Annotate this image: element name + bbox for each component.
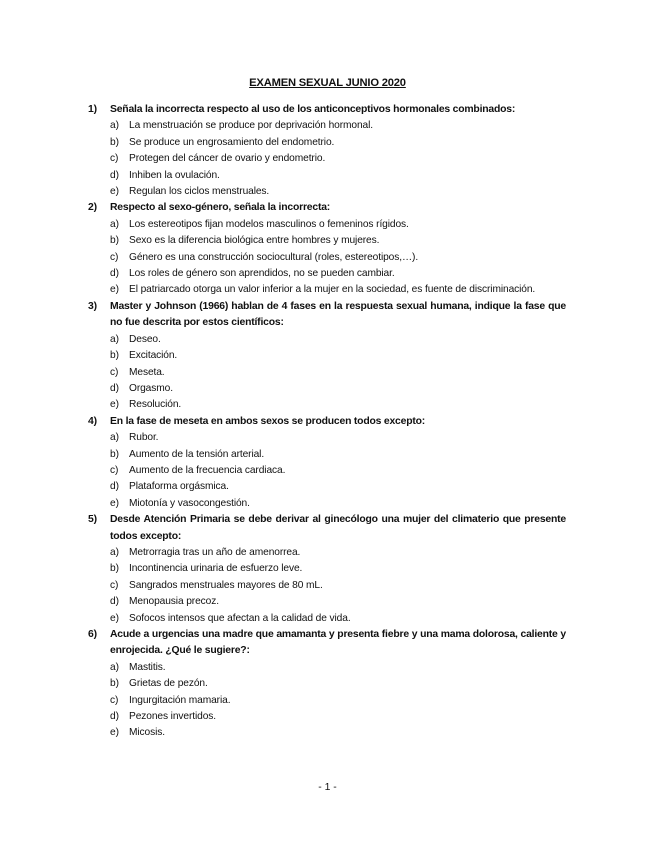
answer-option: [88, 660, 566, 676]
answer-option: [88, 578, 566, 594]
question-2: [88, 200, 566, 298]
question-4: [88, 414, 566, 512]
question-5: [88, 512, 566, 627]
answer-option: [88, 611, 566, 627]
option-letter: b): [110, 350, 119, 362]
answer-option: [88, 282, 566, 298]
option-letter: d): [110, 481, 119, 493]
option-text: Pezones invertidos.: [129, 711, 217, 723]
option-list: [88, 118, 566, 200]
option-list: [88, 217, 566, 299]
answer-option: [88, 479, 566, 495]
option-text: Meseta.: [129, 366, 165, 378]
answer-option: [88, 709, 566, 725]
question-text: En la fase de meseta en ambos sexos se producen todos excepto:: [110, 415, 426, 427]
question-text: Acude a urgencias una madre que amamanta y presenta fiebre y una mama dolorosa, caliente y enrojecida. ¿Qué le sugiere?:: [110, 629, 566, 657]
answer-option: [88, 118, 566, 134]
option-text: Menopausia precoz.: [129, 596, 219, 608]
question-heading: [88, 299, 566, 332]
option-letter: e): [110, 727, 119, 739]
option-letter: c): [110, 694, 119, 706]
option-text: La menstruación se produce por deprivación hormonal.: [129, 120, 373, 132]
answer-option: [88, 397, 566, 413]
option-text: Rubor.: [129, 432, 159, 444]
option-text: Incontinencia urinaria de esfuerzo leve.: [129, 563, 303, 575]
option-text: Inhiben la ovulación.: [129, 169, 220, 181]
option-text: Se produce un engrosamiento del endometrio.: [129, 136, 335, 148]
option-letter: e): [110, 186, 119, 198]
option-text: Los roles de género son aprendidos, no se pueden cambiar.: [129, 268, 395, 280]
answer-option: [88, 561, 566, 577]
option-text: Protegen del cáncer de ovario y endometrio.: [129, 153, 326, 165]
option-list: [88, 545, 566, 627]
option-letter: d): [110, 268, 119, 280]
question-6: [88, 627, 566, 742]
answer-option: [88, 217, 566, 233]
answer-option: [88, 151, 566, 167]
question-heading: [88, 414, 566, 430]
answer-option: [88, 332, 566, 348]
option-letter: e): [110, 284, 119, 296]
answer-option: [88, 135, 566, 151]
option-letter: e): [110, 612, 119, 624]
answer-option: [88, 693, 566, 709]
answer-option: [88, 594, 566, 610]
option-text: Miotonía y vasocongestión.: [129, 497, 250, 509]
option-letter: d): [110, 711, 119, 723]
page-number: - 1 -: [318, 782, 337, 793]
option-text: Deseo.: [129, 333, 161, 345]
question-heading: [88, 512, 566, 545]
answer-option: [88, 233, 566, 249]
option-text: Sofocos intensos que afectan a la calidad de vida.: [129, 612, 351, 624]
option-letter: b): [110, 678, 119, 690]
answer-option: [88, 266, 566, 282]
question-list: [88, 102, 566, 742]
question-3: [88, 299, 566, 414]
option-letter: c): [110, 366, 119, 378]
answer-option: [88, 250, 566, 266]
option-text: Plataforma orgásmica.: [129, 481, 229, 493]
option-letter: b): [110, 563, 119, 575]
option-list: [88, 332, 566, 414]
option-text: Los estereotipos fijan modelos masculinos o femeninos rígidos.: [129, 218, 409, 230]
answer-option: [88, 381, 566, 397]
option-letter: a): [110, 661, 119, 673]
option-text: Orgasmo.: [129, 382, 173, 394]
option-text: Metrorragia tras un año de amenorrea.: [129, 546, 301, 558]
option-letter: d): [110, 382, 119, 394]
option-letter: a): [110, 333, 119, 345]
option-letter: a): [110, 218, 119, 230]
answer-option: [88, 496, 566, 512]
option-text: Mastitis.: [129, 661, 166, 673]
option-letter: d): [110, 169, 119, 181]
option-letter: a): [110, 432, 119, 444]
option-text: Excitación.: [129, 350, 178, 362]
question-number: 1): [88, 104, 97, 115]
option-text: Género es una construcción sociocultural (roles, estereotipos,…).: [129, 251, 419, 263]
answer-option: [88, 545, 566, 561]
option-text: Grietas de pezón.: [129, 678, 208, 690]
question-text: Master y Johnson (1966) hablan de 4 fases en la respuesta sexual humana, indique la fase que no fue descrita por estos científicos:: [110, 300, 566, 329]
option-letter: b): [110, 448, 119, 460]
question-1: [88, 102, 566, 200]
option-text: Sexo es la diferencia biológica entre hombres y mujeres.: [129, 235, 380, 247]
option-text: Ingurgitación mamaria.: [129, 694, 231, 706]
answer-option: [88, 463, 566, 479]
option-text: Aumento de la tensión arterial.: [129, 448, 265, 460]
option-letter: d): [110, 596, 119, 608]
option-text: Resolución.: [129, 399, 182, 411]
option-letter: c): [110, 579, 119, 591]
question-text: Señala la incorrecta respecto al uso de los anticonceptivos hormonales combinados:: [110, 104, 516, 115]
answer-option: [88, 168, 566, 184]
answer-option: [88, 184, 566, 200]
question-text: Respecto al sexo-género, señala la incorrecta:: [110, 202, 331, 214]
option-list: [88, 430, 566, 512]
option-letter: a): [110, 546, 119, 558]
question-number: 5): [88, 514, 97, 526]
option-list: [88, 660, 566, 742]
option-letter: b): [110, 136, 119, 148]
answer-option: [88, 348, 566, 364]
question-text: Desde Atención Primaria se debe derivar al ginecólogo una mujer del climaterio que presente todos excepto:: [110, 514, 566, 542]
option-letter: c): [110, 251, 119, 263]
option-letter: e): [110, 497, 119, 509]
answer-option: [88, 447, 566, 463]
option-text: Sangrados menstruales mayores de 80 mL.: [129, 579, 323, 591]
option-text: Regulan los ciclos menstruales.: [129, 186, 270, 198]
option-text: El patriarcado otorga un valor inferior a la mujer en la sociedad, es fuente de discriminación.: [129, 284, 536, 296]
question-heading: [88, 627, 566, 660]
question-heading: [88, 200, 566, 216]
option-text: Micosis.: [129, 727, 165, 739]
question-number: 4): [88, 415, 97, 427]
answer-option: [88, 430, 566, 446]
option-letter: c): [110, 464, 119, 476]
question-number: 3): [88, 300, 97, 312]
question-heading: [88, 102, 566, 118]
option-text: Aumento de la frecuencia cardiaca.: [129, 464, 286, 476]
option-letter: c): [110, 153, 119, 165]
option-letter: b): [110, 235, 119, 247]
answer-option: [88, 676, 566, 692]
option-letter: e): [110, 399, 119, 411]
answer-option: [88, 365, 566, 381]
question-number: 6): [88, 629, 97, 640]
answer-option: [88, 725, 566, 741]
page-title: EXAMEN SEXUAL JUNIO 2020: [249, 77, 406, 89]
question-number: 2): [88, 202, 97, 214]
option-letter: a): [110, 120, 119, 132]
